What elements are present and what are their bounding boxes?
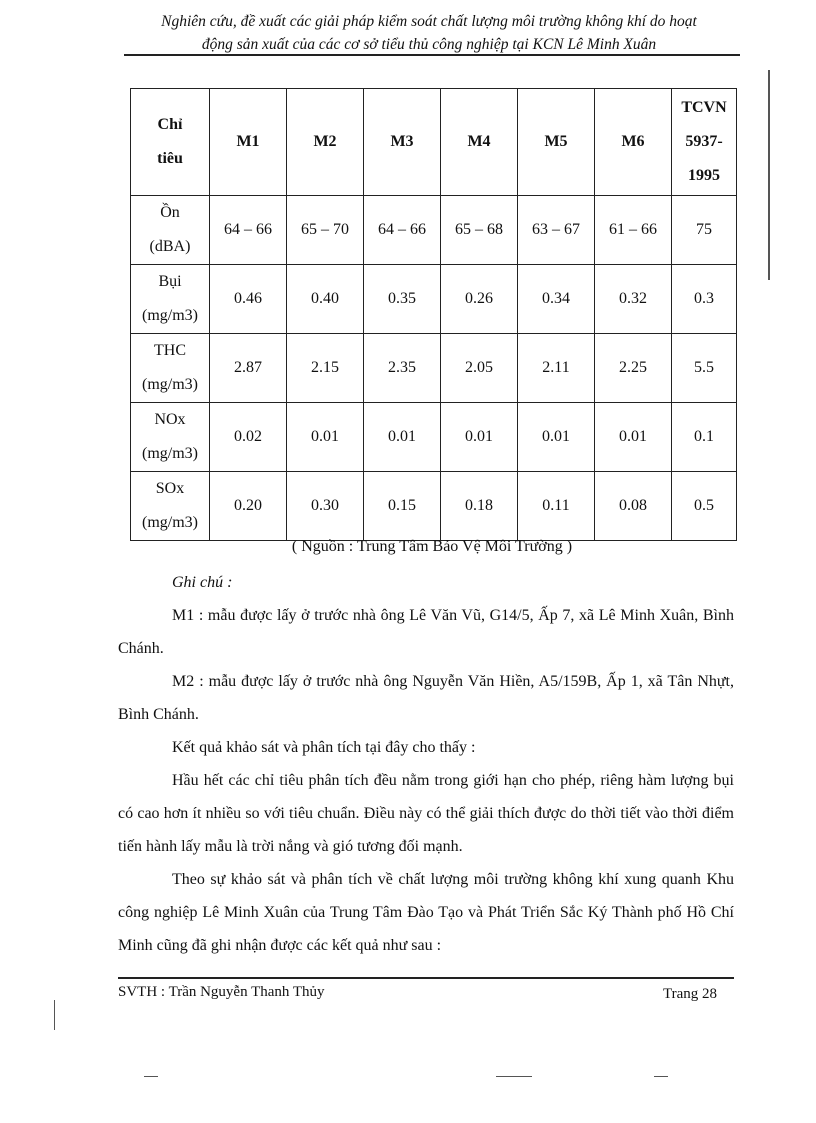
table-cell: 0.40 bbox=[287, 265, 364, 334]
table-cell: 0.01 bbox=[595, 403, 672, 472]
standard-cell: 5.5 bbox=[672, 334, 737, 403]
standard-cell: 0.1 bbox=[672, 403, 737, 472]
footer-author: SVTH : Trần Nguyễn Thanh Thủy bbox=[118, 984, 325, 1000]
result-intro: Kết quả khảo sát và phân tích tại đây cho thấy : bbox=[172, 739, 476, 756]
standard-cell: 0.3 bbox=[672, 265, 737, 334]
header-m6: M6 bbox=[595, 89, 672, 196]
table-cell: 0.35 bbox=[364, 265, 441, 334]
header-m2: M2 bbox=[287, 89, 364, 196]
standard-cell: 75 bbox=[672, 196, 737, 265]
row-label: Bụi (mg/m3) bbox=[131, 265, 210, 334]
table-cell: 0.01 bbox=[364, 403, 441, 472]
row-label: NOx (mg/m3) bbox=[131, 403, 210, 472]
table-row bbox=[131, 472, 737, 541]
table-cell: 0.32 bbox=[595, 265, 672, 334]
table-row bbox=[131, 196, 737, 265]
table-cell: 0.01 bbox=[441, 403, 518, 472]
footer-page-number: Trang 28 bbox=[663, 986, 718, 1002]
row-label: SOx (mg/m3) bbox=[131, 472, 210, 541]
air-quality-table bbox=[130, 88, 737, 541]
table-cell: 2.15 bbox=[287, 334, 364, 403]
table-cell: 63 – 67 bbox=[518, 196, 595, 265]
table-cell: 0.08 bbox=[595, 472, 672, 541]
table-cell: 2.05 bbox=[441, 334, 518, 403]
table-cell: 64 – 66 bbox=[210, 196, 287, 265]
scan-mark bbox=[496, 1076, 532, 1077]
survey-paragraph: Theo sự khảo sát và phân tích về chất lượng môi trường không khí xung quanh Khu công nghiệp Lê Minh Xuân của Trung Tâm Đào Tạo và Phát Triển Sắc Ký Thành phố Hồ Chí Minh cũng đã ghi nhận được các kết quả như sau : bbox=[118, 871, 734, 954]
table-cell: 0.11 bbox=[518, 472, 595, 541]
table-row bbox=[131, 403, 737, 472]
table-cell: 0.15 bbox=[364, 472, 441, 541]
header-rule bbox=[124, 54, 740, 56]
note-title: Ghi chú : bbox=[172, 574, 233, 591]
table-cell: 2.87 bbox=[210, 334, 287, 403]
m1-note: M1 : mẫu được lấy ở trước nhà ông Lê Văn Vũ, G14/5, Ấp 7, xã Lê Minh Xuân, Bình Chánh. bbox=[118, 607, 734, 657]
table-cell: 0.30 bbox=[287, 472, 364, 541]
table-cell: 2.11 bbox=[518, 334, 595, 403]
header-m3: M3 bbox=[364, 89, 441, 196]
table-cell: 0.46 bbox=[210, 265, 287, 334]
row-label: THC (mg/m3) bbox=[131, 334, 210, 403]
body-text bbox=[118, 566, 734, 962]
table-source: ( Nguồn : Trung Tâm Bảo Vệ Môi Trường ) bbox=[291, 538, 573, 555]
page-header bbox=[118, 10, 740, 56]
m2-note: M2 : mẫu được lấy ở trước nhà ông Nguyễn Văn Hiền, A5/159B, Ấp 1, xã Tân Nhựt, Bình Chánh. bbox=[118, 673, 734, 723]
header-m5: M5 bbox=[518, 89, 595, 196]
table-cell: 0.02 bbox=[210, 403, 287, 472]
table-cell: 2.25 bbox=[595, 334, 672, 403]
table-cell: 65 – 68 bbox=[441, 196, 518, 265]
scan-mark bbox=[144, 1076, 158, 1077]
table-header-row bbox=[131, 89, 737, 196]
table-cell: 0.01 bbox=[287, 403, 364, 472]
table-row bbox=[131, 265, 737, 334]
result-paragraph: Hầu hết các chỉ tiêu phân tích đều nằm trong giới hạn cho phép, riêng hàm lượng bụi có cao hơn ít nhiều so với tiêu chuẩn. Điều này có thể giải thích được do thời tiết vào thời điểm tiến hành lấy mẫu là trời nắng và gió tương đối mạnh. bbox=[118, 772, 734, 855]
table-cell: 0.26 bbox=[441, 265, 518, 334]
scan-mark bbox=[654, 1076, 668, 1077]
table-cell: 0.34 bbox=[518, 265, 595, 334]
table-cell: 0.20 bbox=[210, 472, 287, 541]
header-standard: TCVN 5937- 1995 bbox=[672, 89, 737, 196]
table-cell: 65 – 70 bbox=[287, 196, 364, 265]
header-line-1: Nghiên cứu, đề xuất các giải pháp kiểm soát chất lượng môi trường không khí do hoạt bbox=[161, 13, 697, 30]
header-m1: M1 bbox=[210, 89, 287, 196]
header-m4: M4 bbox=[441, 89, 518, 196]
row-label: Ồn (dBA) bbox=[131, 196, 210, 265]
header-line-2: động sản xuất của các cơ sở tiểu thủ công nghiệp tại KCN Lê Minh Xuân bbox=[201, 36, 657, 53]
table-cell: 0.01 bbox=[518, 403, 595, 472]
scan-mark bbox=[768, 70, 770, 280]
table-cell: 61 – 66 bbox=[595, 196, 672, 265]
scan-mark bbox=[54, 1000, 55, 1030]
table-row bbox=[131, 334, 737, 403]
table-cell: 64 – 66 bbox=[364, 196, 441, 265]
table-cell: 2.35 bbox=[364, 334, 441, 403]
header-param: Chỉ tiêu bbox=[131, 89, 210, 196]
table-cell: 0.18 bbox=[441, 472, 518, 541]
footer-rule bbox=[118, 977, 734, 979]
standard-cell: 0.5 bbox=[672, 472, 737, 541]
